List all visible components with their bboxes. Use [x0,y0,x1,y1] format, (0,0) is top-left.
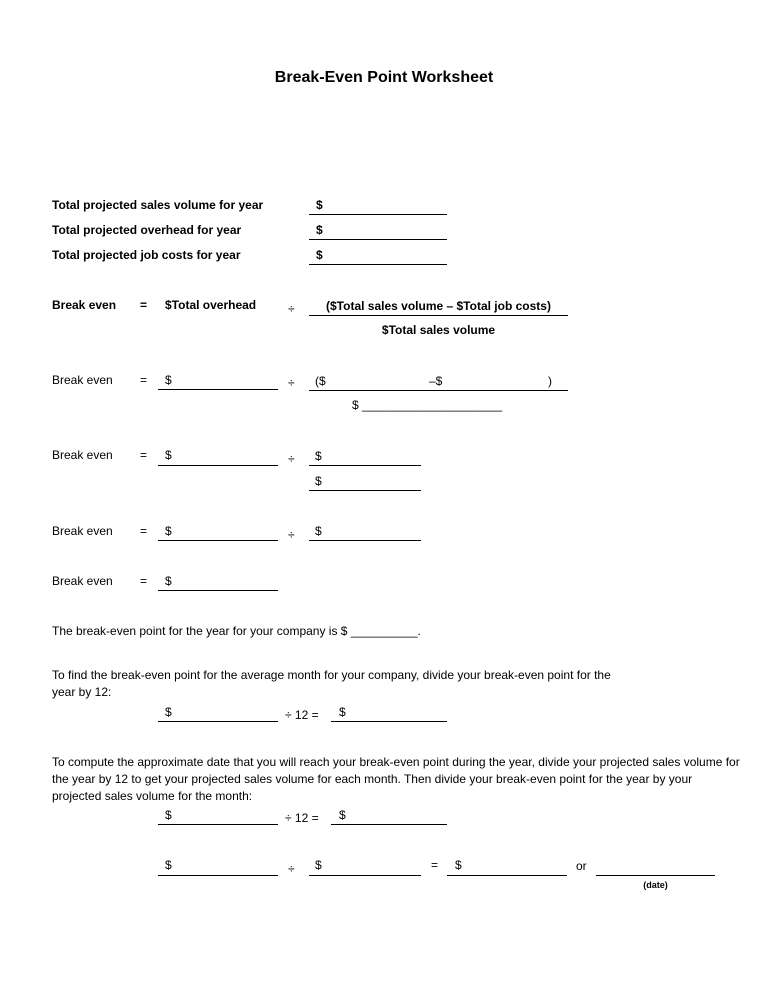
sales-volume-dollar: $ [316,198,323,212]
step4-equals: = [140,574,148,588]
step2-overhead-field[interactable] [158,465,278,466]
final-breakeven-dollar: $ [165,858,172,872]
monthly-instructions: To find the break-even point for the average month for your company, divide your break-even point for the year by 12: [52,668,611,699]
step2-label: Break even [52,448,113,462]
step3-label: Break even [52,524,113,538]
step1-label: Break even [52,373,113,387]
sales-volume-label: Total projected sales volume for year [52,198,264,212]
formula-equals: = [140,298,148,312]
monthly-result-dollar: $ [339,705,346,719]
formula-fraction-bar [309,315,568,316]
step4-dollar: $ [165,574,172,588]
step1-overhead-field[interactable] [158,389,278,390]
final-monthly-field[interactable] [309,875,421,876]
monthly-dollar: $ [165,705,172,719]
formula-numerator: ($Total sales volume – $Total job costs) [326,299,551,313]
break-even-statement: The break-even point for the year for your company is $ __________. [52,624,421,638]
formula-denominator: $Total sales volume [381,323,496,337]
date-sales-dollar: $ [165,808,172,822]
job-costs-field[interactable] [309,264,447,265]
step1-equals: = [140,373,148,387]
final-or: or [576,859,587,873]
page-title: Break-Even Point Worksheet [274,69,494,86]
final-result-field[interactable] [447,875,567,876]
step3-dollar: $ [165,524,172,538]
step2-denominator-field[interactable] [309,490,421,491]
step1-denominator-field[interactable]: $ _____________________ [352,398,503,412]
step2-divide: ÷ [288,452,295,466]
step3-ratio-dollar: $ [315,524,322,538]
formula-overhead: $Total overhead [165,298,257,312]
job-costs-label: Total projected job costs for year [52,248,241,262]
step1-close-paren: ) [548,374,552,388]
sales-volume-field[interactable] [309,214,447,215]
monthly-breakeven-field[interactable] [158,721,278,722]
step1-numerator-field[interactable] [309,390,568,391]
date-instructions: To compute the approximate date that you will reach your break-even point during the year, divide your projected sales volume for the year by 12 to get your projected sales volume for each month. Then divide your break-even point for the year by your projected sales volume for the month: [52,755,740,803]
overhead-label: Total projected overhead for year [52,223,242,237]
final-date-label: (date) [643,880,668,890]
step2-num-dollar: $ [315,449,322,463]
step1-minus-dollar: –$ [429,374,443,388]
step4-result-field[interactable] [158,590,278,591]
step3-ratio-field[interactable] [309,540,421,541]
step2-den-dollar: $ [315,474,322,488]
step1-divide: ÷ [288,376,295,390]
step1-open-paren: ($ [315,374,326,388]
monthly-divide-12: ÷ 12 = [285,708,319,722]
final-date-field[interactable] [596,875,715,876]
step2-dollar: $ [165,448,172,462]
final-result-dollar: $ [455,858,462,872]
step1-dollar: $ [165,373,172,387]
final-equals: = [431,858,439,872]
formula-divide: ÷ [288,302,295,316]
date-monthly-field[interactable] [331,824,447,825]
monthly-result-field[interactable] [331,721,447,722]
step3-overhead-field[interactable] [158,540,278,541]
step3-divide: ÷ [288,528,295,542]
step2-equals: = [140,448,148,462]
final-divide: ÷ [288,862,295,876]
date-divide-12: ÷ 12 = [285,811,319,825]
final-breakeven-field[interactable] [158,875,278,876]
step2-numerator-field[interactable] [309,465,421,466]
overhead-field[interactable] [309,239,447,240]
job-costs-dollar: $ [316,248,323,262]
formula-label: Break even [52,298,117,312]
step4-label: Break even [52,574,113,588]
overhead-dollar: $ [316,223,323,237]
date-monthly-dollar: $ [339,808,346,822]
final-monthly-dollar: $ [315,858,322,872]
date-sales-field[interactable] [158,824,278,825]
step3-equals: = [140,524,148,538]
